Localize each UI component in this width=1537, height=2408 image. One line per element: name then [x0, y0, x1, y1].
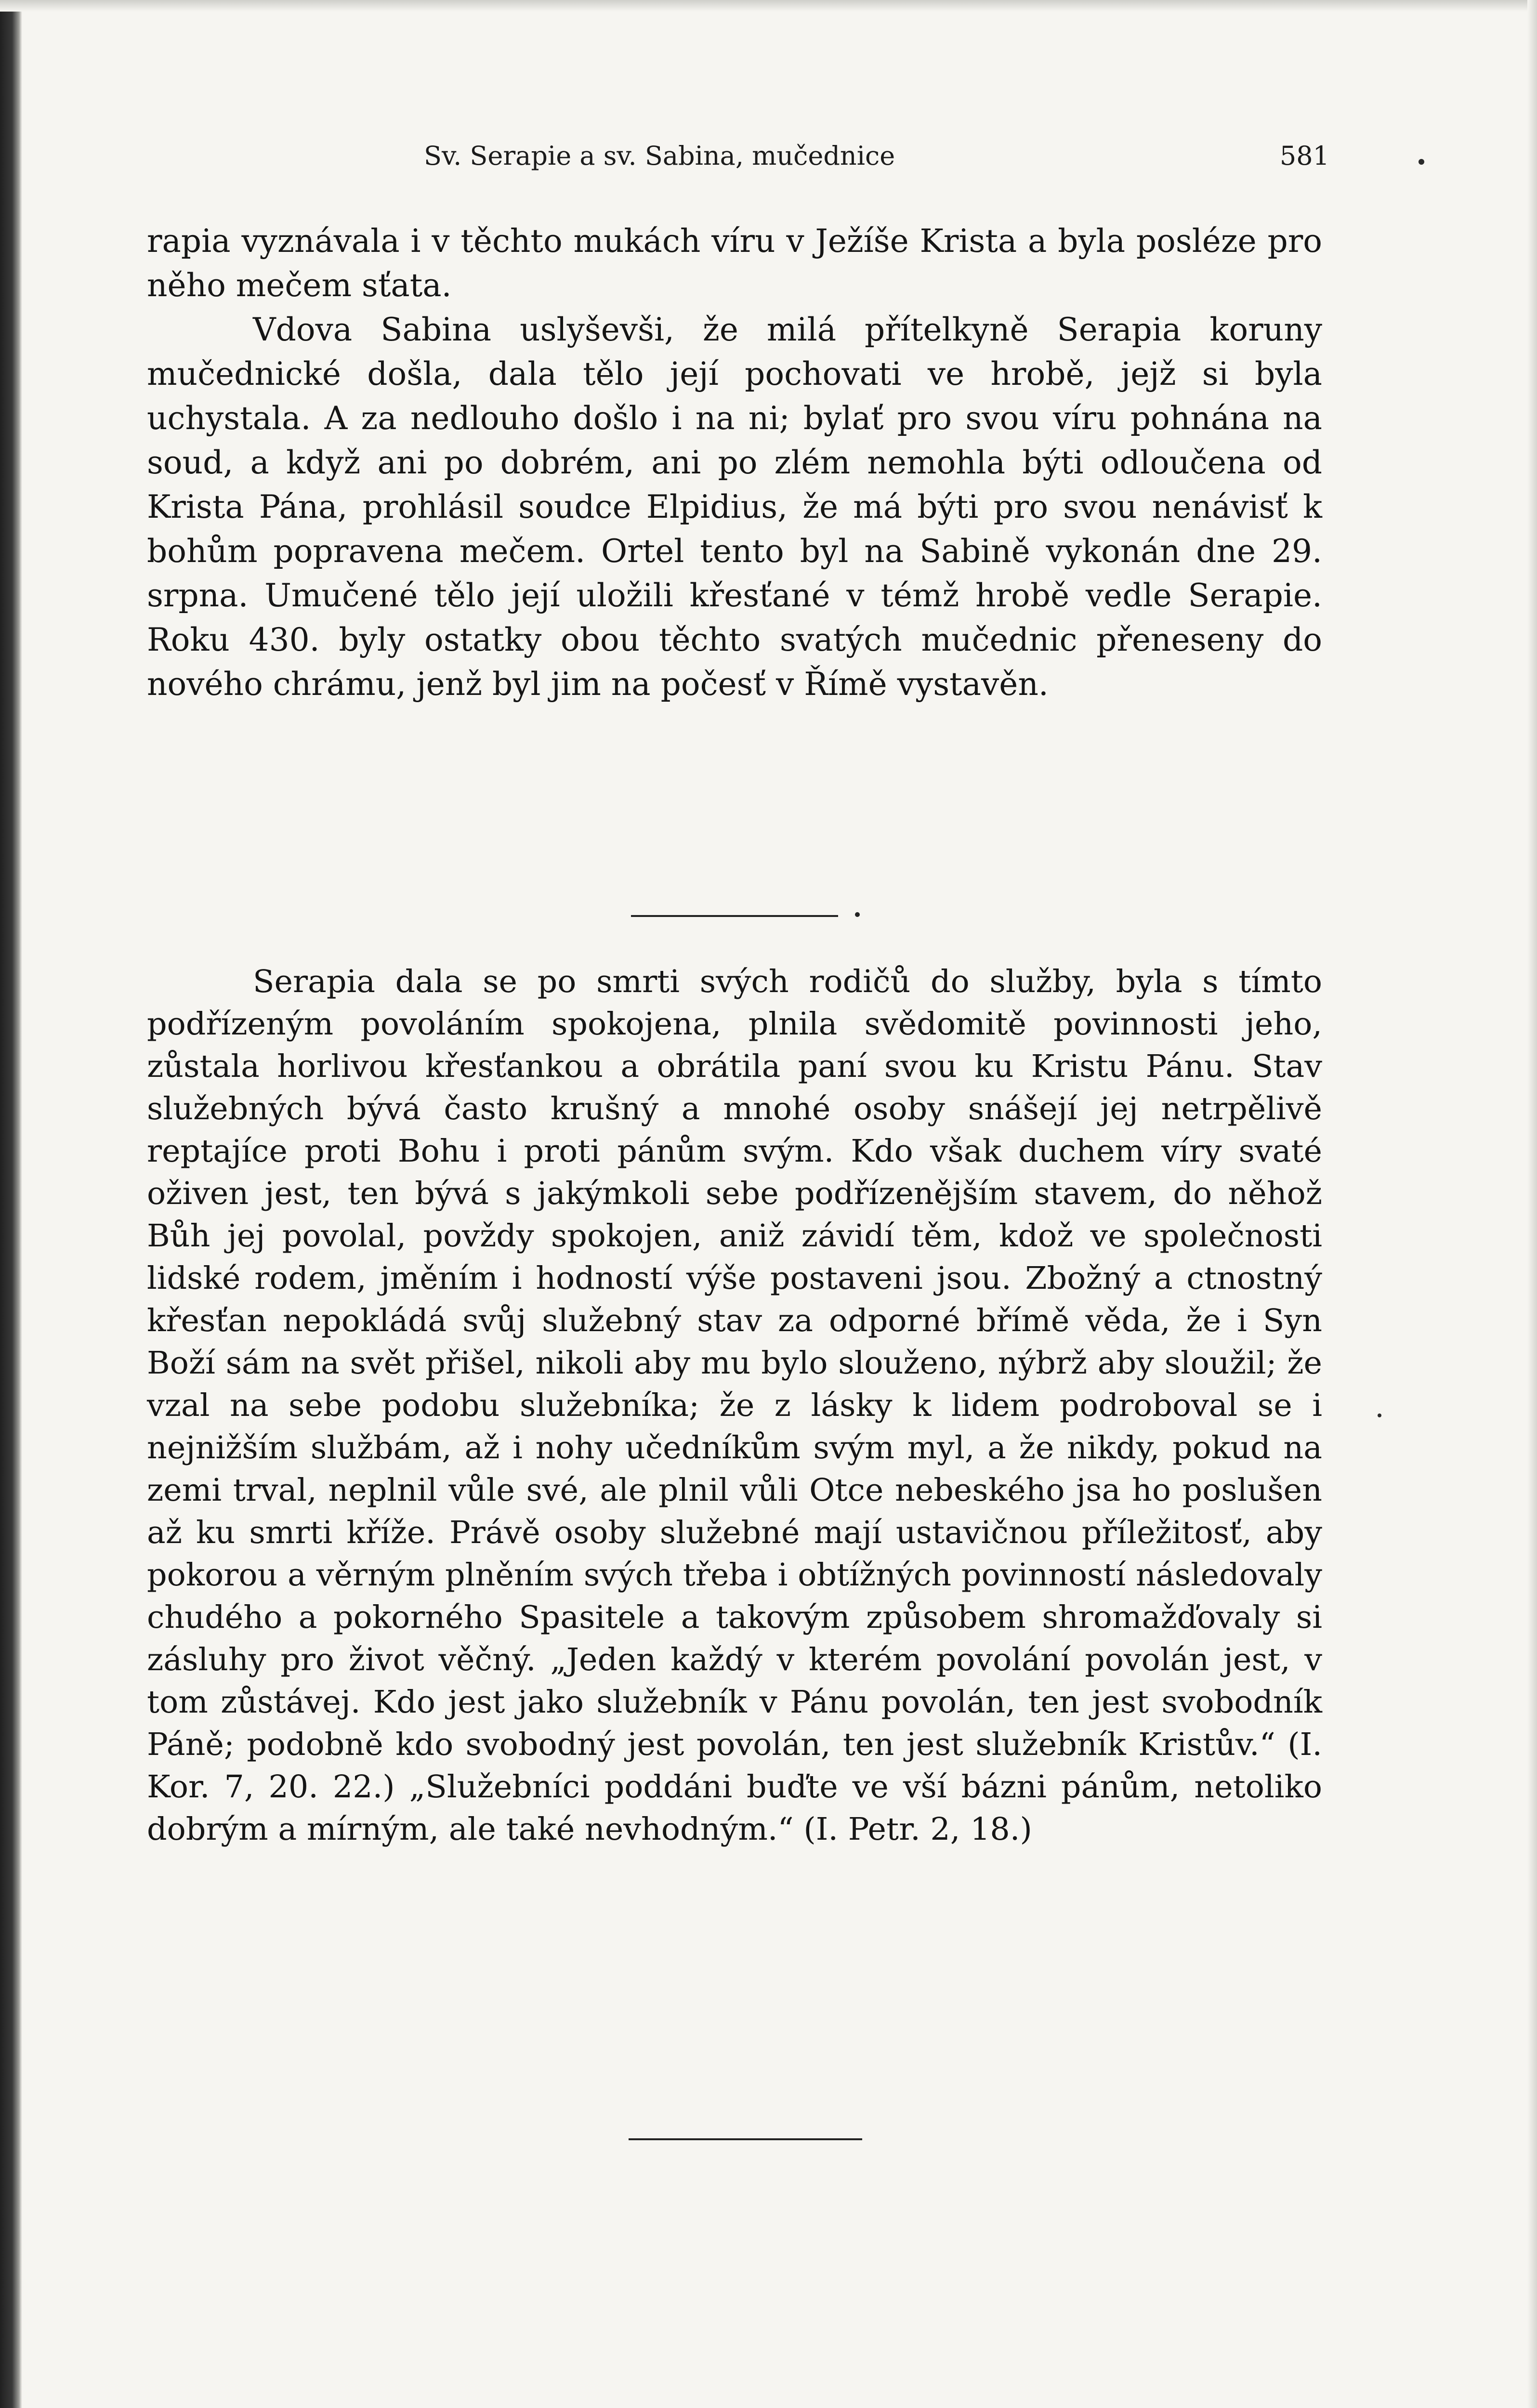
page-number: 581: [1279, 141, 1329, 171]
page-binding-edge: [0, 0, 22, 2408]
page-right-edge: [1527, 0, 1537, 2408]
running-title: Sv. Serapie a sv. Sabina, mučednice: [424, 141, 895, 171]
section-divider-bottom: [629, 2138, 862, 2140]
scan-speck: [1419, 159, 1424, 165]
section-divider-top: [631, 915, 838, 917]
page-top-edge: [0, 0, 1537, 12]
scan-speck: [1378, 1413, 1381, 1417]
body-text-reflection: [147, 961, 1322, 1851]
paragraph-sabina: Vdova Sabina uslyševši, že milá přítelkyně Serapia koruny mučednické došla, dala tělo její pochovati ve hrobě, jejž si byla uchystala. A za nedlouho došlo i na ni; bylať pro svou víru pohnána na soud, a když ani po dobrém, ani po zlém nemohla býti odloučena od Krista Pána, prohlásil soudce Elpidius, že má býti pro svou nenávisť k bohům popravena mečem. Ortel tento byl na Sabině vykonán dne 29. srpna. Umučené tělo její uložili křesťané v témž hrobě vedle Serapie. Roku 430. byly ostatky obou těchto svatých mučednic přeneseny do nového chrámu, jenž byl jim na počesť v Římě vystavěn.: [147, 311, 1322, 703]
divider-dot: [855, 912, 860, 917]
paragraph-reflection: Serapia dala se po smrti svých rodičů do služby, byla s tímto podřízeným povoláním spokojena, plnila svědomitě povinnosti jeho, zůstala horlivou křesťankou a obrátila paní svou ku Kristu Pánu. Stav služebných bývá často krušný a mnohé osoby snášejí jej netrpělivě reptajíce proti Bohu i proti pánům svým. Kdo však duchem víry svaté oživen jest, ten bývá s jakýmkoli sebe podřízenějším stavem, do něhož Bůh jej povolal, povždy spokojen, aniž závidí těm, kdož ve společnosti lidské rodem, jměním i hodností výše postaveni jsou. Zbožný a ctnostný křesťan nepokládá svůj služebný stav za odporné břímě věda, že i Syn Boží sám na svět přišel, nikoli aby mu bylo slouženo, nýbrž aby sloužil; že vzal na sebe podobu služebníka; že z lásky k lidem podroboval se i nejnižším službám, až i nohy učedníkům svým myl, a že nikdy, pokud na zemi trval, neplnil vůle své, ale plnil vůli Otce nebeského jsa ho poslušen až ku smrti kříže. Právě osoby služebné mají ustavičnou příležitosť, aby pokorou a věrným plněním svých třeba i obtížných povinností následovaly chudého a pokorného Spasitele a takovým způsobem shromažďovaly si zásluhy pro život věčný. „Jeden každý v kterém povolání povolán jest, v tom zůstávej. Kdo jest jako služebník v Pánu povolán, ten jest svobodník Páně; podobně kdo svobodný jest povolán, ten jest služebník Kristův.“ (I. Kor. 7, 20. 22.) „Služebníci poddáni buďte ve vší bázni pánům, netoliko dobrým a mírným, ale také nevhodným.“ (I. Petr. 2, 18.): [147, 964, 1322, 1847]
page-header: [424, 141, 1329, 179]
paragraph-continuation: rapia vyznávala i v těchto mukách víru v Ježíše Krista a byla posléze pro něho mečem sťata.: [147, 222, 1322, 304]
body-text-top: [147, 219, 1322, 707]
